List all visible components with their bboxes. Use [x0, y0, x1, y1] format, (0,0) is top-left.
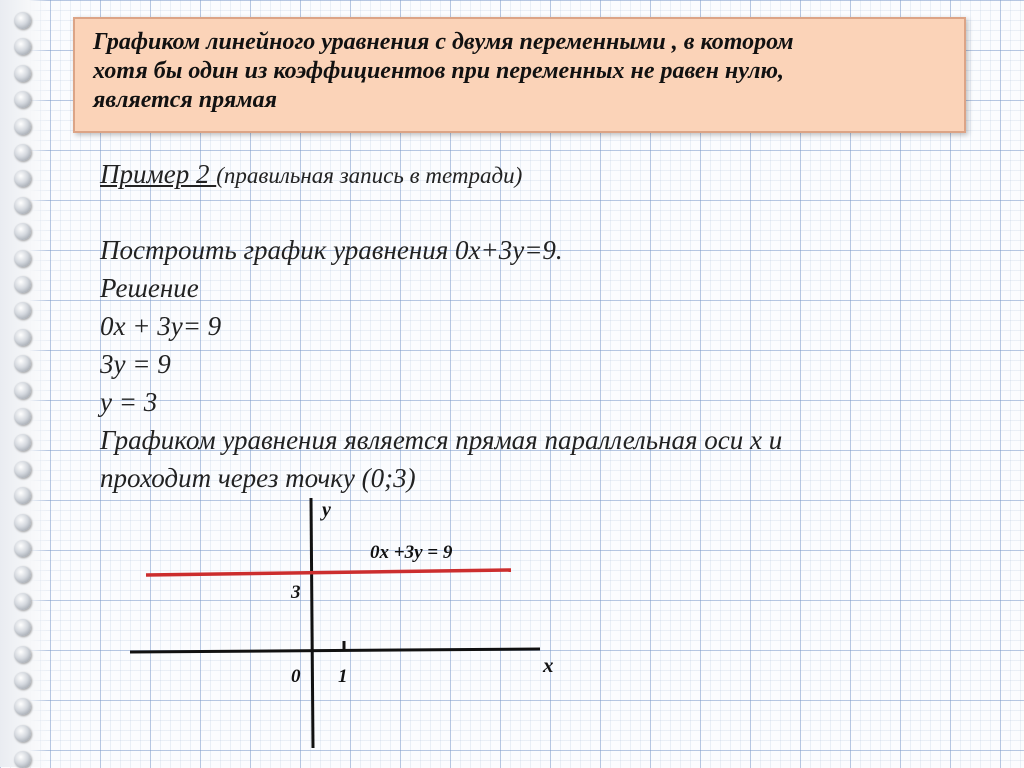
definition-line-1: Графиком линейного уравнения с двумя переменными , в котором	[93, 29, 794, 55]
task-text: Построить график уравнения 0х+3у=9.	[100, 235, 563, 265]
graph-line-y-equals-3	[146, 570, 511, 575]
equation-label: 0х +3у = 9	[370, 542, 453, 563]
y-axis-label: у	[322, 499, 331, 521]
x-tick-label: 1	[338, 666, 348, 687]
solution-step-1: 0х + 3у= 9	[100, 311, 222, 341]
x-axis-label: х	[543, 653, 554, 677]
definition-line-2: хотя бы один из коэффициентов при переменных не равен нулю,	[93, 58, 785, 84]
example-title: Пример 2	[100, 159, 217, 189]
solution-heading: Решение	[100, 273, 199, 303]
conclusion-line-2: проходит через точку (0;3)	[100, 463, 416, 493]
y-value-label: 3	[291, 582, 301, 603]
x-axis	[130, 649, 540, 652]
y-axis	[311, 498, 313, 748]
origin-label: 0	[291, 666, 301, 687]
solution-step-2: 3у = 9	[100, 349, 171, 379]
example-note: (правильная запись в тетради)	[216, 163, 523, 188]
solution-step-3: у = 3	[100, 387, 158, 417]
definition-line-3: является прямая	[93, 87, 277, 113]
conclusion-line-1: Графиком уравнения является прямая параллельная оси х и	[100, 425, 783, 455]
